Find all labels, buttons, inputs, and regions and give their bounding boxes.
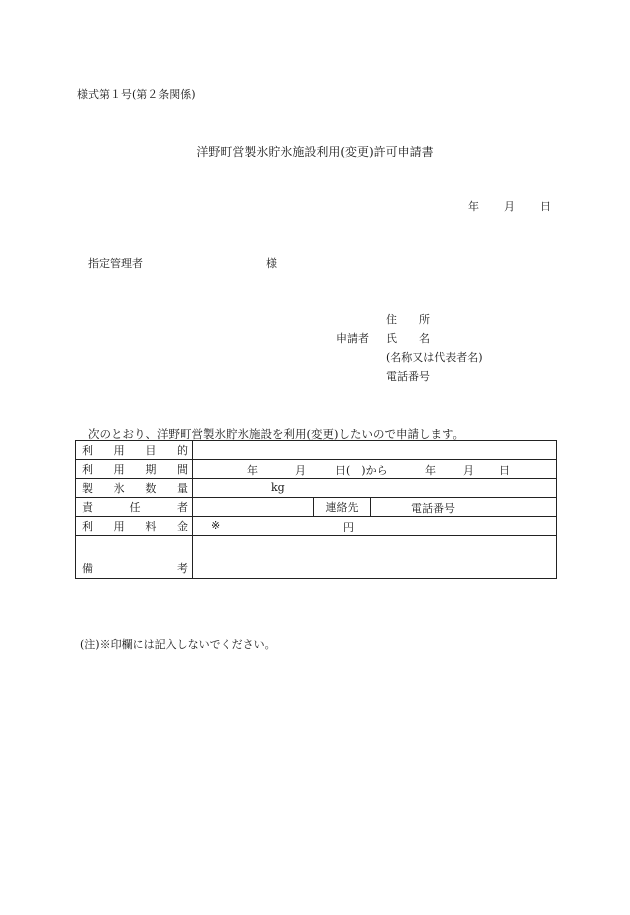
date-month: 月	[504, 200, 515, 213]
period-month2: 月	[463, 464, 474, 477]
applicant-name-label: 氏 名	[386, 332, 430, 345]
period-field[interactable]	[193, 460, 557, 479]
period-month1: 月	[295, 464, 306, 477]
table-row-fee	[76, 517, 557, 536]
period-year2: 年	[425, 464, 436, 477]
footnote: (注)※印欄には記入しないでください。	[80, 638, 276, 651]
period-year1: 年	[247, 464, 258, 477]
intro-text: 次のとおり、洋野町営製氷貯氷施設を利用(変更)したいので申請します。	[88, 427, 465, 441]
period-day2: 日	[499, 464, 510, 477]
applicant-label: 申請者	[336, 332, 369, 345]
date-day: 日	[540, 200, 551, 213]
table-row-period	[76, 460, 557, 479]
table-row-quantity	[76, 479, 557, 498]
date-year: 年	[468, 200, 479, 213]
addressee-honorific: 様	[266, 257, 277, 270]
purpose-label: 利 用 目 的	[76, 441, 193, 460]
application-table	[75, 440, 557, 579]
table-row-responsible	[76, 498, 557, 517]
table-row-remarks	[76, 536, 557, 579]
period-day1: 日( )から	[335, 464, 388, 477]
period-label: 利 用 期 間	[76, 460, 193, 479]
applicant-name-note: (名称又は代表者名)	[386, 351, 483, 364]
responsible-label: 責 任 者	[76, 498, 193, 517]
contact-phone-label: 電話番号	[411, 502, 455, 515]
contact-field[interactable]	[371, 498, 557, 517]
document-title: 洋野町営製氷貯氷施設利用(変更)許可申請書	[196, 145, 434, 159]
applicant-address-label: 住 所	[386, 313, 430, 326]
quantity-field[interactable]	[193, 479, 557, 498]
fee-unit: 円	[343, 521, 354, 534]
purpose-field[interactable]	[193, 441, 557, 460]
remarks-label: 備 考	[76, 536, 193, 579]
quantity-label: 製 氷 数 量	[76, 479, 193, 498]
fee-mark: ※	[211, 519, 221, 532]
fee-field	[193, 517, 557, 536]
table-row-purpose	[76, 441, 557, 460]
form-number: 様式第１号(第２条関係)	[77, 88, 196, 101]
contact-label: 連絡先	[314, 498, 371, 517]
fee-label: 利 用 料 金	[76, 517, 193, 536]
applicant-phone-label: 電話番号	[386, 370, 430, 383]
quantity-unit: kg	[271, 481, 285, 494]
responsible-field[interactable]	[193, 498, 314, 517]
addressee-label: 指定管理者	[88, 257, 143, 270]
remarks-field[interactable]	[193, 536, 557, 579]
